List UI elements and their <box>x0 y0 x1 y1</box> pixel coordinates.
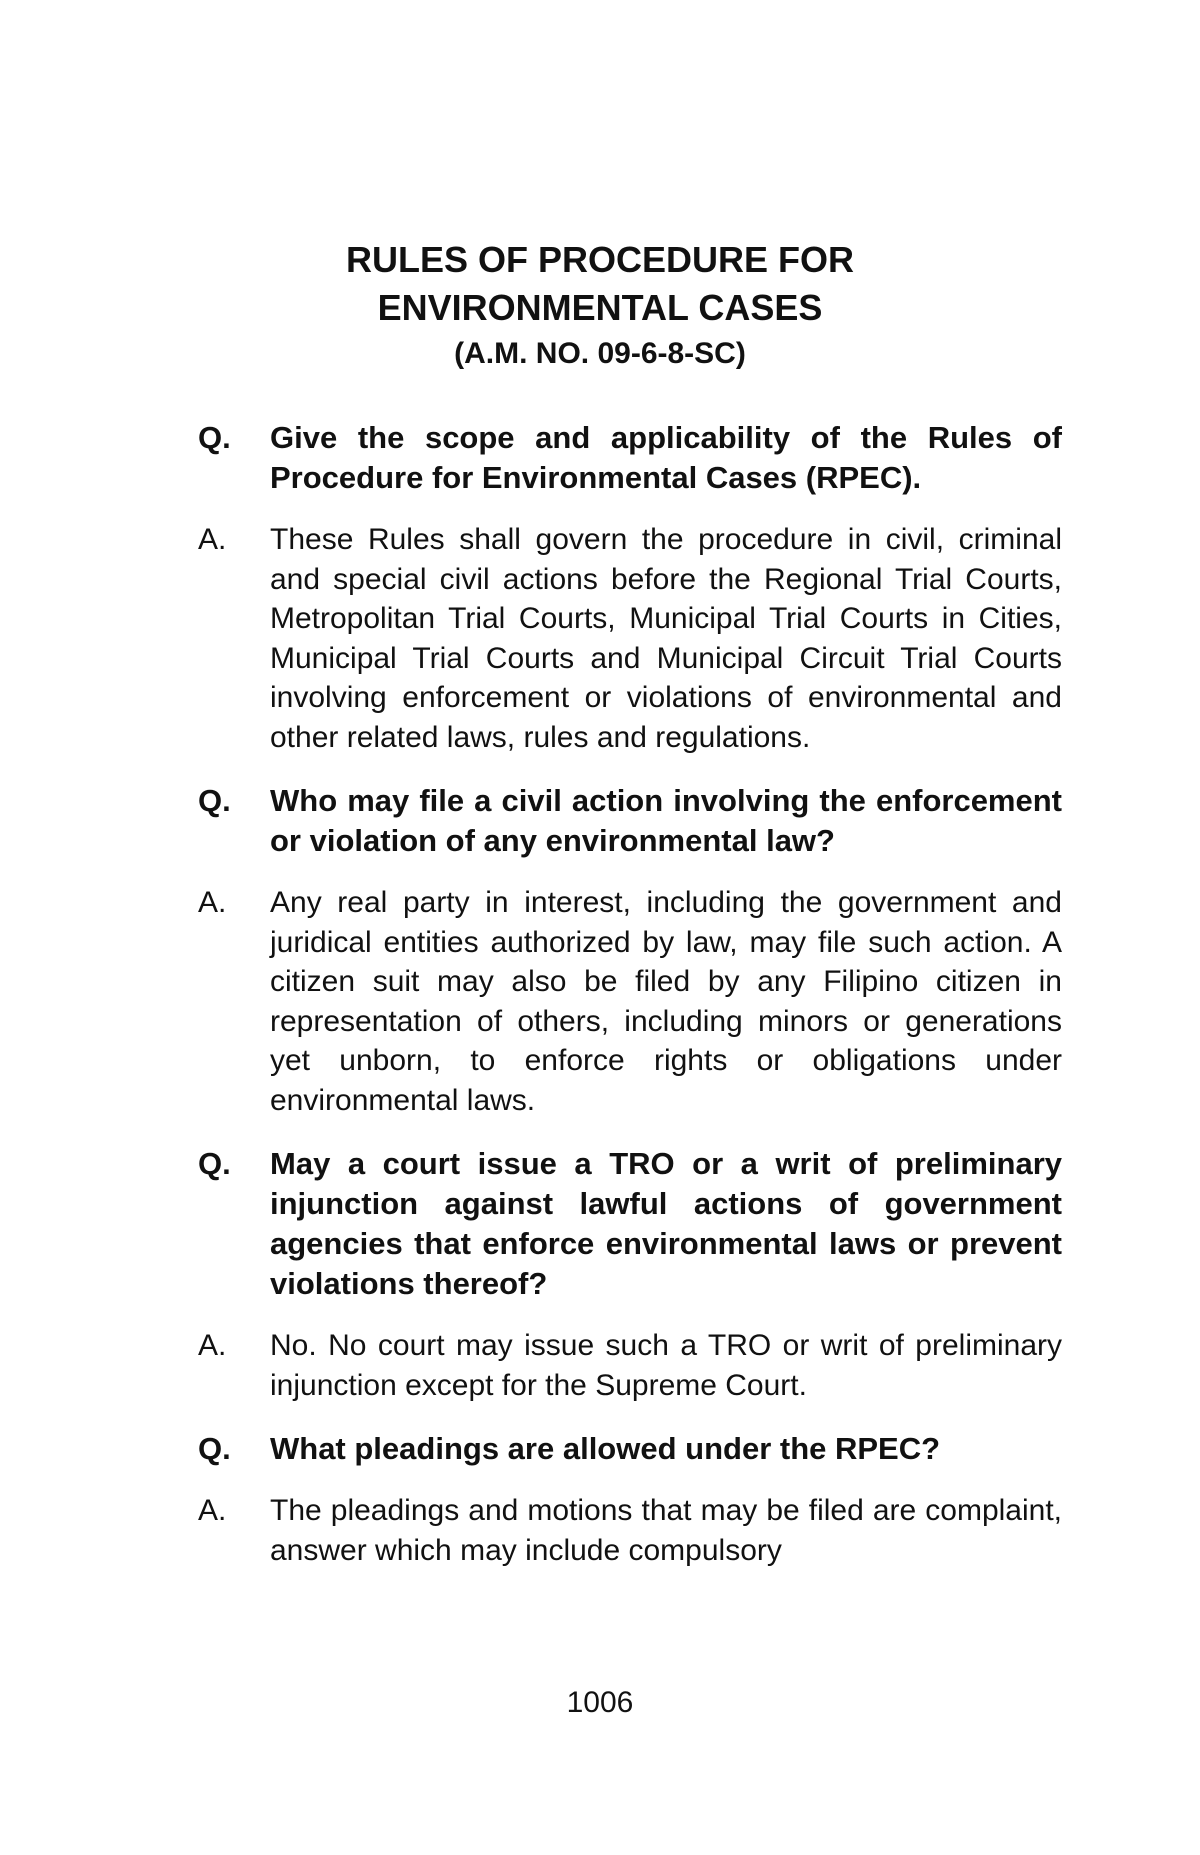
question-marker: Q. <box>198 783 231 818</box>
question-marker: Q. <box>198 420 231 455</box>
answer-4 <box>198 1491 1062 1570</box>
answer-text: The pleadings and motions that may be filed are complaint, answer which may include compulsory <box>270 1494 1062 1567</box>
answer-marker: A. <box>198 1494 227 1527</box>
answer-marker: A. <box>198 1329 227 1362</box>
page-number: 1006 <box>566 1686 634 1719</box>
question-marker: Q. <box>198 1146 231 1181</box>
title-line-1: RULES OF PROCEDURE FOR <box>345 239 855 280</box>
document-title <box>0 236 1200 374</box>
answer-3 <box>198 1326 1062 1405</box>
answer-text: No. No court may issue such a TRO or writ of preliminary injunction except for the Supreme Court. <box>270 1329 1062 1402</box>
answer-text: Any real party in interest, including the government and juridical entities authorized by law, may file such action. A citizen suit may also be filed by any Filipino citizen in representation of others, including minors or generations yet unborn, to enforce rights or obligations under environmental laws. <box>270 886 1062 1117</box>
question-4 <box>198 1429 1062 1469</box>
question-text: What pleadings are allowed under the RPEC? <box>270 1431 941 1466</box>
answer-marker: A. <box>198 886 227 919</box>
title-line-3: (A.M. NO. 09-6-8-SC) <box>454 337 746 370</box>
answer-1 <box>198 520 1062 757</box>
question-text: Who may file a civil action involving the enforcement or violation of any environmental law? <box>270 783 1062 858</box>
question-marker: Q. <box>198 1431 231 1466</box>
question-text: May a court issue a TRO or a writ of preliminary injunction against lawful actions of government agencies that enforce environmental laws or prevent violations thereof? <box>270 1146 1062 1301</box>
question-1 <box>198 418 1062 498</box>
answer-2 <box>198 883 1062 1120</box>
question-2 <box>198 781 1062 861</box>
qa-list <box>198 418 1062 1594</box>
answer-marker: A. <box>198 523 227 556</box>
question-3 <box>198 1144 1062 1304</box>
title-line-2: ENVIRONMENTAL CASES <box>377 287 823 328</box>
answer-text: These Rules shall govern the procedure in civil, criminal and special civil actions before the Regional Trial Courts, Metropolitan Trial Courts, Municipal Trial Courts in Cities, Municipal Trial Courts and Municipal Circuit Trial Courts involving enforcement or violations of environmental and other related laws, rules and regulations. <box>270 523 1062 754</box>
question-text: Give the scope and applicability of the Rules of Procedure for Environmental Cases (RPEC). <box>270 420 1062 495</box>
